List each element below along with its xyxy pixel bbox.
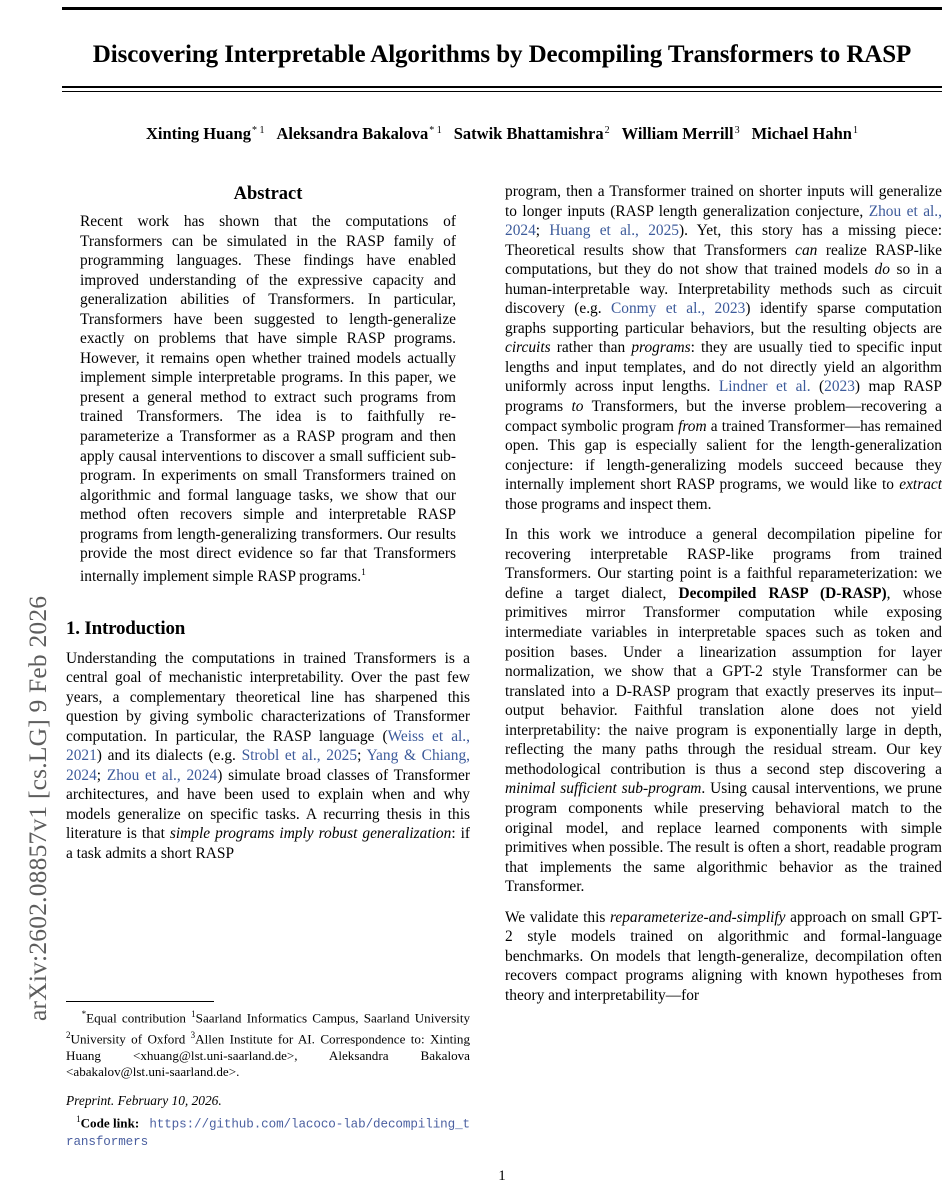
intro-emphasis: reparameterize-and-simplify (609, 908, 786, 926)
footnote-text-seg: Allen Institute for AI. Correspondence to: Xinting Huang <xhuang@lst.uni-saarland.de>, Aleksandra Bakalova <abakalov@lst.uni-saarland.de>. (66, 1031, 470, 1079)
intro-paragraph-3 (505, 908, 942, 1006)
intro-paragraph-1-continued (505, 182, 942, 514)
intro-emphasis: minimal sufficient sub-program (505, 780, 702, 798)
drasp-term: Decompiled RASP (D-RASP) (678, 584, 887, 602)
citation-lindner-author[interactable]: Lindner et al. (718, 378, 811, 396)
author-marks: 3 (734, 124, 740, 136)
author-entry (454, 124, 610, 143)
intro-text-seg: In this work we introduce a general decompilation pipeline for recovering interpretable RASP-like programs from trained Transformers. Our starting point is a faithful reparameterization: we define a target dialect, (505, 526, 942, 602)
intro-text-seg: those programs and inspect them. (505, 495, 712, 513)
intro-emphasis: simple programs imply robust generalization (169, 825, 452, 843)
author-list (62, 124, 942, 144)
footnote-text-seg: University of Oxford (70, 1031, 191, 1047)
intro-paragraph-2 (505, 525, 942, 896)
footnote-affiliations (66, 1006, 470, 1080)
citation-conmy-2023[interactable]: Conmy et al., 2023 (611, 300, 746, 318)
intro-text-seg: ( (810, 378, 825, 396)
intro-emphasis: do (874, 261, 890, 279)
intro-text-seg: ; (96, 766, 107, 784)
abstract-text: Recent work has shown that the computations of Transformers can be simulated in the RASP family of programming languages. These findings have enabled improved understanding of the expressive capacity and generalization abilities of Transformers. In particular, Transformers have been suggested to length-generalize exactly on problems that have simple RASP programs. However, it remains open whether trained models actually implement simple interpretable programs. In this paper, we present a general method to extract such programs from trained Transformers. The idea is to faithfully re-parameterize a Transformer as a RASP program and then apply causal interventions to discover a small sufficient sub-program. In experiments on small Transformers trained on algorithmic and formal language tasks, we show that our method often recovers simple and interpretable RASP programs from length-generalizing transformers. Our results provide the most direct evidence so far that Transformers internally implement simple RASP programs. (80, 213, 456, 585)
abstract-paragraph (80, 212, 456, 587)
code-repository-link[interactable]: https://github.com/lacoco-lab/decompiling_transformers (66, 1117, 470, 1149)
citation-huang-2025[interactable]: Huang et al., 2025 (549, 222, 679, 240)
intro-paragraph-1 (66, 649, 470, 864)
author-name: Satwik Bhattamishra (453, 124, 604, 143)
intro-emphasis: programs (631, 339, 691, 357)
affiliation-marker-1: 1 (191, 1009, 196, 1019)
header-rule-lower-thin (62, 91, 942, 92)
intro-text-seg: Transformers, but the inverse problem—recovering a compact symbolic program (505, 398, 942, 435)
author-entry (752, 124, 858, 143)
footnote-text-seg: Saarland Informatics Campus, Saarland University (195, 1010, 470, 1026)
intro-text-seg: , whose primitives mirror Transformer computation while exposing intermediate variables in interpretable spaces such as token and position bases. Under a linearization assumption for layer normalization, we show that a GPT-2 style Transformer can be translated into a D-RASP program that exactly preserves its input–output behavior. Faithful translation alone does not yield interpretability: the naive program is exponentially large in depth, reflecting the many paths through the residual stream. Our key methodological contribution is thus a second step discovering a (505, 584, 942, 778)
intro-text-seg: Understanding the computations in trained Transformers is a central goal of mechanistic interpretability. Over the past few years, a complementary theoretical line has sharpened this question by giving symbolic characterizations of Transformer computation. In particular, the RASP language ( (66, 649, 470, 745)
intro-text-seg: ; (535, 222, 550, 240)
author-name: William Merrill (621, 124, 734, 143)
footnote-block (66, 1006, 470, 1150)
intro-text-seg: : if a task admits a short RASP (66, 825, 470, 862)
arxiv-stamp-text: arXiv:2602.08857v1 [cs.LG] 9 Feb 2026 (23, 595, 52, 1021)
intro-text-seg: rather than (550, 339, 632, 357)
arxiv-stamp (0, 0, 62, 1200)
intro-text-seg: approach on small GPT-2 style models trained on algorithmic and formal-language benchmarks. On models that length-generalize, decompilation often recovers compact programs aligning with known hypotheses from theory and interpretability—for (505, 908, 942, 1004)
affiliation-marker-3: 3 (190, 1029, 196, 1040)
citation-weiss-2021[interactable]: Weiss et al., 2021 (66, 727, 471, 765)
author-marks: * 1 (251, 124, 265, 136)
header-rule-top (62, 7, 942, 10)
paper-page (62, 0, 942, 1200)
intro-text-seg: program, then a Transformer trained on shorter inputs will generalize to longer inputs (RASP length generalization conjecture, (505, 183, 942, 220)
abstract-heading: Abstract (233, 184, 303, 204)
intro-text-seg: ). Yet, this story has a missing piece: Theoretical results show that Transformers (505, 222, 942, 259)
code-link-footnote (66, 1111, 470, 1150)
author-name: Xinting Huang (145, 124, 251, 143)
citation-yang-chiang-2024[interactable]: Yang & Chiang, 2024 (66, 747, 470, 784)
citation-lindner-year[interactable]: 2023 (824, 378, 855, 396)
footnote-asterisk: * (81, 1009, 87, 1019)
page-number: 1 (498, 1168, 506, 1184)
intro-text-seg: : they are usually tied to specific input lengths and input templates, and do not directly yield an algorithm uniformly across input lengths. (505, 339, 942, 396)
intro-emphasis: extract (899, 476, 942, 494)
author-entry (276, 124, 441, 143)
author-marks: 2 (604, 124, 610, 136)
column-left (66, 182, 470, 864)
author-name: Michael Hahn (751, 124, 852, 143)
code-footnote-marker: 1 (76, 1113, 81, 1124)
intro-text-seg: ; (357, 747, 367, 765)
intro-text-seg: realize RASP-like computations, but they do not show that trained models (505, 241, 942, 279)
citation-zhou-2024-b[interactable]: Zhou et al., 2024 (505, 202, 942, 240)
author-entry (622, 124, 740, 143)
column-right (505, 182, 942, 1016)
intro-text-seg: so in a human-interpretable way. Interpretability methods such as circuit discovery (e.g. (505, 261, 942, 318)
code-link-label: Code link: (80, 1115, 140, 1131)
intro-text-seg: We validate this (505, 908, 610, 926)
footnote-text-seg: Equal contribution (86, 1010, 192, 1026)
intro-emphasis: can (795, 241, 818, 259)
affiliation-marker-2: 2 (66, 1029, 71, 1040)
footnote-separator-rule (66, 1001, 214, 1002)
intro-text-seg: ) identify sparse computation graphs supporting particular behaviors, but the resulting objects are (505, 300, 942, 337)
intro-text-seg: . Using causal interventions, we prune program components while preserving behavioral match to the original model, and replace learned components with simple primitives when possible. The result is often a short, readable program that implements the same algorithmic behavior as the trained Transformer. (505, 780, 942, 896)
author-marks: * 1 (429, 124, 442, 136)
abstract-body (66, 212, 470, 587)
intro-emphasis: circuits (505, 339, 551, 357)
intro-text-seg: ) map RASP programs (505, 378, 942, 416)
citation-zhou-2024[interactable]: Zhou et al., 2024 (106, 766, 218, 784)
page-title: Discovering Interpretable Algorithms by Decompiling Transformers to RASP (92, 40, 912, 68)
author-marks: 1 (853, 124, 858, 136)
header-rule-lower-thick (62, 86, 942, 88)
author-name: Aleksandra Bakalova (276, 124, 429, 143)
author-entry (146, 124, 265, 143)
intro-emphasis: from (678, 417, 707, 435)
abstract-footnote-marker: 1 (361, 567, 366, 578)
intro-text-seg: ) simulate broad classes of Transformer architectures, and have been used to explain when and why models generalize on specific tasks. A recurring thesis in this literature is that (66, 766, 470, 843)
intro-text-seg: ) and its dialects (e.g. (96, 747, 242, 765)
citation-strobl-2025[interactable]: Strobl et al., 2025 (241, 747, 358, 765)
section-heading-introduction: 1. Introduction (66, 617, 186, 639)
intro-emphasis: to (571, 398, 584, 416)
intro-text-seg: a trained Transformer—has remained open. This gap is especially salient for the length-generalization conjecture: if length-generalizing models succeed because they internally implement short RASP programs, we would like to (505, 417, 942, 494)
preprint-line: Preprint. February 10, 2026. (66, 1093, 222, 1109)
